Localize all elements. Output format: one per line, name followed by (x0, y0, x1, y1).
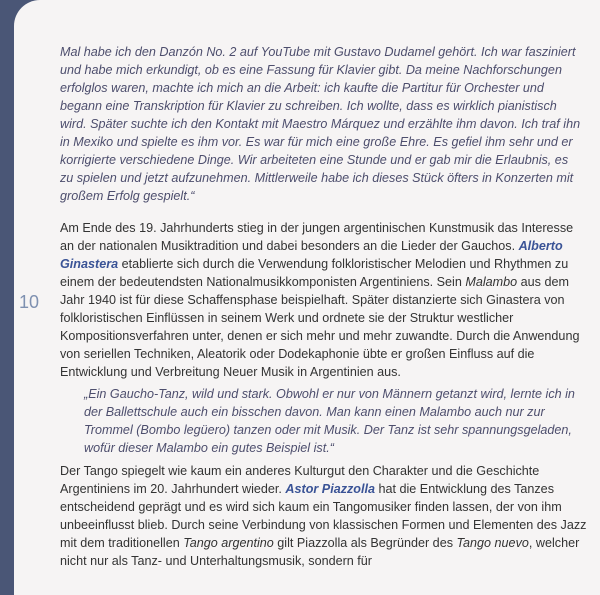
page-number: 10 (19, 292, 40, 312)
composer-name-piazzolla: Astor Piazzolla (285, 482, 375, 496)
paragraph-piazzolla-text-3: gilt Piazzolla als Begründer des (273, 536, 457, 550)
paragraph-piazzolla-text-2: hat die Entwicklung des Tanzes entscheidend geprägt und es wird sich kaum ein Tangomusiker finden lassen, der von ihm unbeeinflusst blieb. Durch seine Verbindung von klassischen Formen und Elementen des Jazz mit dem traditionellen (60, 482, 587, 550)
work-title-tango-argentino: Tango argentino (183, 536, 274, 550)
paragraph-ginastera-text-3: aus dem Jahr 1940 ist für diese Schaffensphase beispielhaft. Später distanzierte sich Ginastera von folkloristischen Einflüssen in seinem Werk und ordnete sie der Struktur westlicher Kompositionsverfahren unter, denen er sich mehr und mehr zuwandte. Durch die Anwendung von seriellen Techniken, Aleatorik oder Dodekaphonie übte er großen Einfluss auf die Entwicklung und Verbreitung Neuer Musik in Argentinien aus. (60, 275, 580, 379)
work-title-tango-nuevo: Tango nuevo (456, 536, 529, 550)
booklet-page (14, 0, 600, 595)
paragraph-ginastera-text-1: Am Ende des 19. Jahrhunderts stieg in der jungen argentinischen Kunstmusik das Interesse an der nationalen Musiktradition und dabei besonders an die Lieder der Gauchos. (60, 221, 574, 253)
paragraph-piazzolla-text-1: Der Tango spiegelt wie kaum ein anderes Kulturgut den Charakter und die Geschichte Argentiniens im 20. Jahrhundert wieder. (60, 464, 540, 496)
work-title-malambo: Malambo (465, 275, 518, 289)
paragraph-ginastera-text-2: etablierte sich durch die Verwendung folkloristischer Melodien und Rhythmen zu einem der bedeutendsten Nationalmusikkomponisten Argentiniens. Sein (60, 257, 569, 289)
composer-name-ginastera: Alberto Ginastera (60, 239, 563, 271)
paragraph-ginastera (60, 219, 588, 381)
paragraph-piazzolla (60, 462, 588, 570)
quote-malambo: „Ein Gaucho-Tanz, wild und stark. Obwohl er nur von Männern getanzt wird, lernte ich in der Ballettschule auch ein bisschen davon. Man kann einen Malambo auch nur zur Trommel (Bombo legüero) tanzen oder mit Musik. Der Tanz ist sehr spannungsgeladen, wofür dieser Malambo ein gutes Beispiel ist.“ (84, 387, 575, 455)
quote-dudamel: Mal habe ich den Danzón No. 2 auf YouTube mit Gustavo Dudamel gehört. Ich war fasziniert und habe mich erkundigt, ob es eine Fassung für Klavier gibt. Da meine Nachforschungen erfolglos waren, machte ich mich an die Arbeit: ich kaufte die Partitur für Orchester und begann eine Transkription für Klavier zu schreiben. Ich wollte, dass es wirklich pianistisch wird. Später suchte ich den Kontakt mit Maestro Márquez und erzählte ihm davon. Ich traf ihn in Mexiko und spielte es ihm vor. Es war für mich eine große Ehre. Es gefiel ihm sehr und er korrigierte verschiedene Dinge. Wir arbeiteten eine Stunde und er gab mir die Erlaubnis, es zu spielen und jetzt aufzunehmen. Mittlerweile habe ich dieses Stück öfters in Konzerten mit großem Erfolg gespielt.“ (60, 45, 581, 203)
paragraph-piazzolla-text-4: , welcher nicht nur als Tanz- und Unterhaltungsmusik, sondern für (60, 536, 580, 568)
